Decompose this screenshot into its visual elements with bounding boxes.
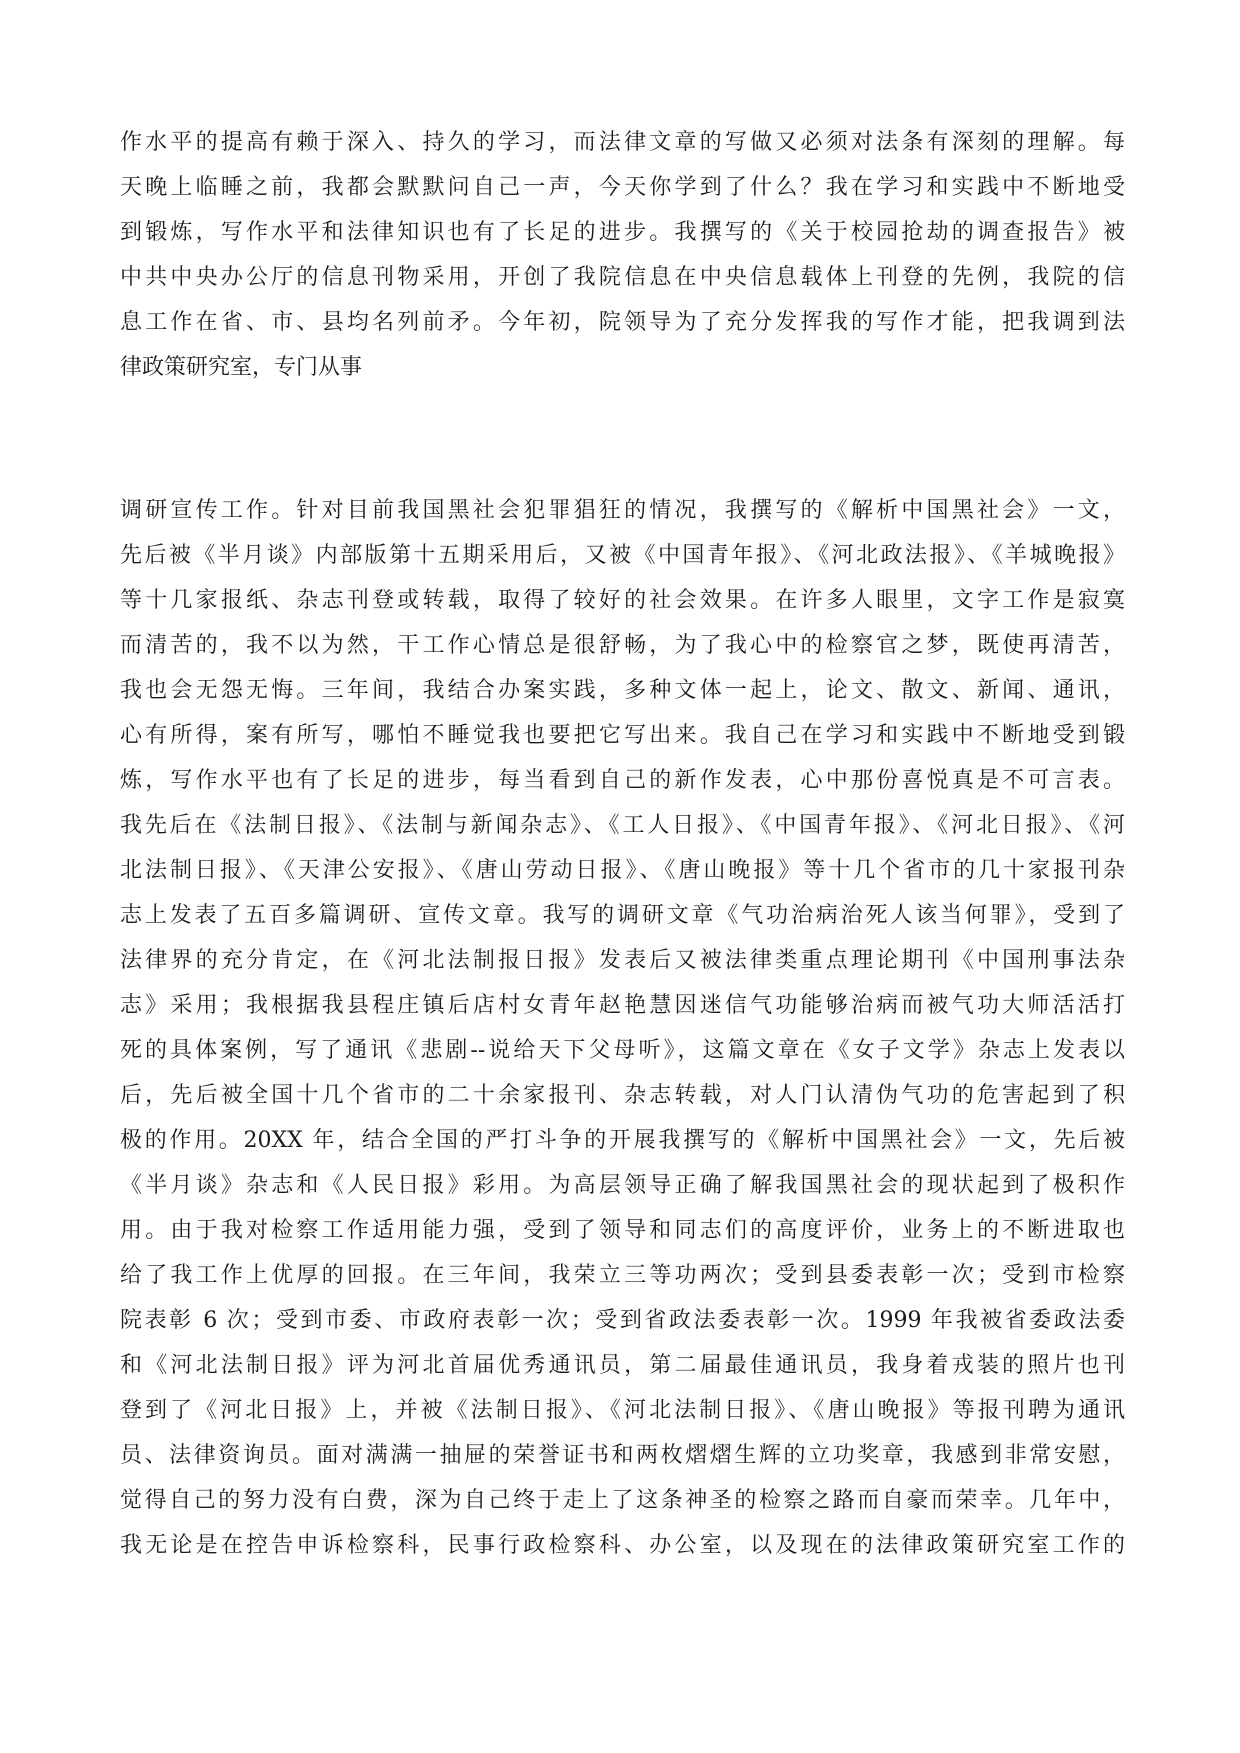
text-line: 我先后在《法制日报》、《法制与新闻杂志》、《工人日报》、《中国青年报》、《河北日报》、《河	[120, 813, 1125, 838]
text-line: 用。由于我对检察工作适用能力强，受到了领导和同志们的高度评价，业务上的不断进取也	[120, 1218, 1125, 1243]
text-line: 极的作用。20XX 年，结合全国的严打斗争的开展我撰写的《解析中国黑社会》一文，先后被	[120, 1128, 1125, 1153]
text-line: 志上发表了五百多篇调研、宣传文章。我写的调研文章《气功治病治死人该当何罪》，受到了	[120, 903, 1125, 928]
text-line: 志》采用；我根据我县程庄镇后店村女青年赵艳慧因迷信气功能够治病而被气功大师活活打	[120, 993, 1125, 1018]
text-line: 调研宣传工作。针对目前我国黑社会犯罪猖狂的情况，我撰写的《解析中国黑社会》一文，	[120, 498, 1125, 523]
text-line: 《半月谈》杂志和《人民日报》彩用。为高层领导正确了解我国黑社会的现状起到了极积作	[120, 1173, 1125, 1198]
text-line: 中共中央办公厅的信息刊物采用，开创了我院信息在中央信息载体上刊登的先例，我院的信	[120, 265, 1125, 290]
text-line: 作水平的提高有赖于深入、持久的学习，而法律文章的写做又必须对法条有深刻的理解。每	[120, 130, 1125, 155]
text-line: 后，先后被全国十几个省市的二十余家报刊、杂志转载，对人门认清伪气功的危害起到了积	[120, 1083, 1125, 1108]
text-line: 心有所得，案有所写，哪怕不睡觉我也要把它写出来。我自己在学习和实践中不断地受到锻	[120, 723, 1125, 748]
text-line: 觉得自己的努力没有白费，深为自己终于走上了这条神圣的检察之路而自豪而荣幸。几年中，	[120, 1488, 1125, 1513]
text-line: 炼，写作水平也有了长足的进步，每当看到自己的新作发表，心中那份喜悦真是不可言表。	[120, 768, 1125, 793]
text-line: 而清苦的，我不以为然，干工作心情总是很舒畅，为了我心中的检察官之梦，既使再清苦，	[120, 633, 1125, 658]
text-line: 等十几家报纸、杂志刊登或转载，取得了较好的社会效果。在许多人眼里，文字工作是寂寞	[120, 588, 1125, 613]
text-line: 北法制日报》、《天津公安报》、《唐山劳动日报》、《唐山晚报》等十几个省市的几十家报刊杂	[120, 858, 1125, 883]
text-line: 先后被《半月谈》内部版第十五期采用后，又被《中国青年报》、《河北政法报》、《羊城晚报》	[120, 543, 1125, 568]
text-line: 天晚上临睡之前，我都会默默问自己一声，今天你学到了什么？我在学习和实践中不断地受	[120, 175, 1125, 200]
text-line: 息工作在省、市、县均名列前矛。今年初，院领导为了充分发挥我的写作才能，把我调到法	[120, 310, 1125, 335]
text-line: 员、法律资询员。面对满满一抽屉的荣誉证书和两枚熠熠生辉的立功奖章，我感到非常安慰，	[120, 1443, 1125, 1468]
text-line: 院表彰 6 次；受到市委、市政府表彰一次；受到省政法委表彰一次。1999 年我被省委政法委	[120, 1308, 1125, 1333]
paragraph-1	[120, 120, 1125, 390]
text-line: 我无论是在控告申诉检察科，民事行政检察科、办公室，以及现在的法律政策研究室工作的	[120, 1533, 1125, 1558]
text-line: 登到了《河北日报》上，并被《法制日报》、《河北法制日报》、《唐山晚报》等报刊聘为通讯	[120, 1398, 1125, 1423]
text-line: 律政策研究室，专门从事	[120, 355, 363, 380]
text-line: 和《河北法制日报》评为河北首届优秀通讯员，第二届最佳通讯员，我身着戎装的照片也刊	[120, 1353, 1125, 1378]
text-line: 我也会无怨无悔。三年间，我结合办案实践，多种文体一起上，论文、散文、新闻、通讯，	[120, 678, 1125, 703]
paragraph-2	[120, 488, 1125, 1568]
text-line: 法律界的充分肯定，在《河北法制报日报》发表后又被法律类重点理论期刊《中国刑事法杂	[120, 948, 1125, 973]
text-line: 死的具体案例，写了通讯《悲剧--说给天下父母听》，这篇文章在《女子文学》杂志上发表以	[120, 1038, 1125, 1063]
text-line: 到锻炼，写作水平和法律知识也有了长足的进步。我撰写的《关于校园抢劫的调查报告》被	[120, 220, 1125, 245]
text-line: 给了我工作上优厚的回报。在三年间，我荣立三等功两次；受到县委表彰一次；受到市检察	[120, 1263, 1125, 1288]
